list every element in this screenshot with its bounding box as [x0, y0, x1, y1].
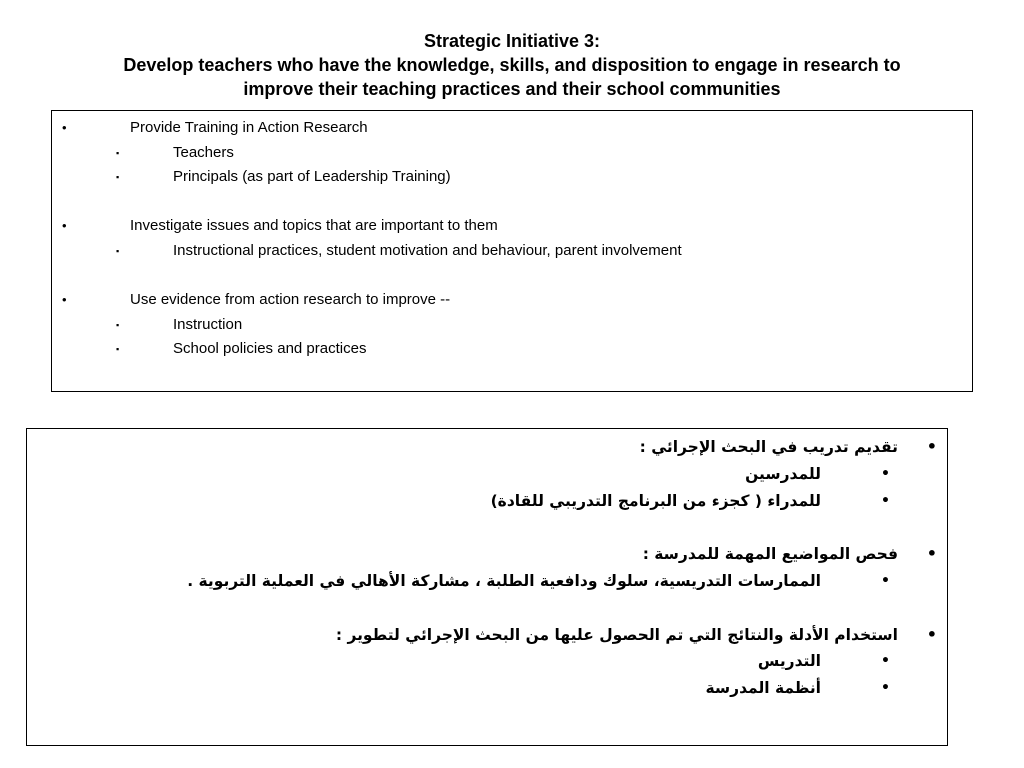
square-bullet-icon: ▪	[116, 147, 120, 158]
sub-list-item-text: Principals (as part of Leadership Training)	[173, 168, 451, 186]
bullet-icon: •	[881, 653, 890, 670]
sub-list-item	[52, 337, 972, 362]
sub-list-item-text: الممارسات التدريسية، سلوك ودافعية الطلبة ، مشاركة الأهالي في العملية التربوية .	[187, 571, 821, 590]
sub-list-item	[52, 165, 972, 190]
sub-list-item-text: Teachers	[173, 143, 234, 161]
title-line-2: Develop teachers who have the knowledge, skills, and disposition to engage in research to	[123, 55, 901, 75]
list-item	[52, 288, 972, 313]
sub-list-item	[52, 239, 972, 264]
list-item-text: فحص المواضيع المهمة للمدرسة :	[642, 545, 898, 564]
sub-list-item	[27, 568, 947, 595]
english-item-1	[52, 116, 972, 190]
list-item	[52, 214, 972, 239]
bullet-icon: •	[881, 572, 890, 589]
list-item	[27, 622, 947, 649]
sub-list-item-text: Instructional practices, student motivation and behaviour, parent involvement	[173, 241, 682, 259]
sub-list-item	[27, 675, 947, 702]
bullet-icon: •	[926, 544, 937, 564]
sub-list-item	[27, 461, 947, 488]
arabic-content-box	[26, 428, 948, 746]
list-item-text: استخدام الأدلة والنتائج التي تم الحصول عليها من البحث الإجرائي لتطوير :	[335, 625, 898, 644]
title-line-1: Strategic Initiative 3:	[423, 31, 601, 51]
slide-title	[40, 29, 984, 101]
square-bullet-icon: ▪	[116, 344, 120, 355]
english-item-3	[52, 288, 972, 362]
sub-list-item-text: للمدرسين	[745, 464, 821, 483]
square-bullet-icon: ▪	[116, 245, 120, 256]
arabic-item-1	[27, 434, 947, 514]
arabic-item-2	[27, 541, 947, 595]
arabic-item-3	[27, 622, 947, 702]
list-item-text: Use evidence from action research to improve --	[130, 291, 451, 309]
title-line-3: improve their teaching practices and their school communities	[243, 79, 781, 99]
bullet-icon: •	[62, 218, 67, 234]
list-item	[27, 434, 947, 461]
square-bullet-icon: ▪	[116, 172, 120, 183]
list-item-text: Provide Training in Action Research	[130, 119, 368, 136]
list-item-text: تقديم تدريب في البحث الإجرائي :	[639, 438, 898, 456]
bullet-icon: •	[926, 624, 937, 644]
english-item-2	[52, 214, 972, 263]
arabic-bullet-list	[27, 434, 947, 729]
sub-list-item-text: للمدراء ( كجزء من البرنامج التدريبي للقادة)	[490, 491, 821, 510]
english-content-box	[51, 110, 973, 392]
sub-list-item-text: School policies and practices	[173, 340, 367, 358]
sub-list-item	[52, 141, 972, 166]
bullet-icon: •	[62, 292, 67, 308]
bullet-icon: •	[62, 120, 67, 135]
square-bullet-icon: ▪	[116, 319, 120, 330]
sub-list-item-text: التدريس	[757, 652, 821, 671]
list-item	[52, 116, 972, 141]
english-bullet-list	[52, 116, 972, 387]
bullet-icon: •	[926, 437, 937, 456]
list-item-text: Investigate issues and topics that are important to them	[130, 217, 498, 235]
sub-list-item	[52, 313, 972, 338]
bullet-icon: •	[881, 680, 890, 697]
bullet-icon: •	[881, 492, 890, 509]
bullet-icon: •	[881, 465, 890, 482]
sub-list-item-text: أنظمة المدرسة	[705, 679, 821, 698]
sub-list-item-text: Instruction	[173, 315, 243, 333]
sub-list-item	[27, 648, 947, 675]
list-item	[27, 541, 947, 568]
sub-list-item	[27, 488, 947, 515]
